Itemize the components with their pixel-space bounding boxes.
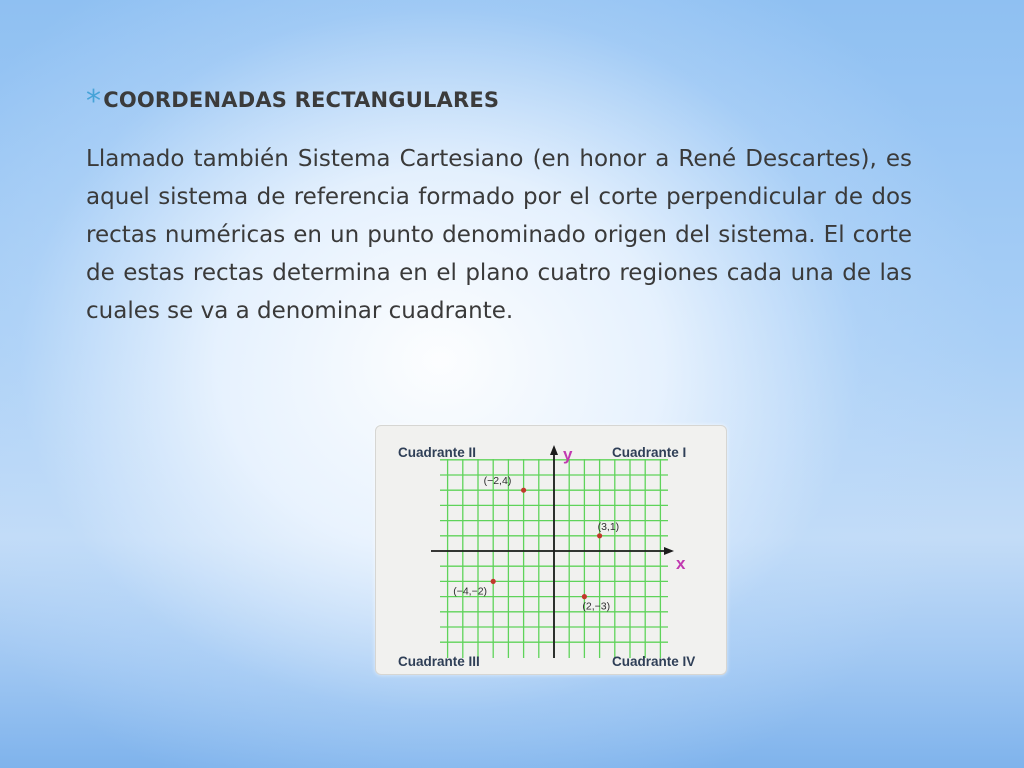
y-axis-arrow-icon [550,445,558,455]
label-quadrant-2: Cuadrante II [398,445,477,460]
x-axis-label: x [676,554,686,573]
point-label: (−2,4) [483,475,512,488]
cartesian-plane-figure [375,425,727,675]
label-quadrant-1: Cuadrante I [612,445,687,460]
data-point [582,594,587,599]
label-quadrant-3: Cuadrante III [398,654,480,669]
point-label: (−4,−2) [453,585,488,598]
data-point [521,488,526,493]
bullet-marker: * [86,84,102,119]
point-label: (2,−3) [582,600,611,613]
slide-title-text: COORDENADAS RECTANGULARES [103,88,500,112]
axes [431,445,674,658]
cartesian-plane [376,426,728,676]
data-point [491,579,496,584]
slide-paragraph: Llamado también Sistema Cartesiano (en honor a René Descartes), es aquel sistema de referencia formado por el corte perpendicular de dos rectas numéricas en un punto denominado origen del sistema. El corte de estas rectas determina en el plano cuatro regiones cada una de las cuales se va a denominar cuadrante. [86,146,912,324]
slide-title [86,84,499,119]
label-quadrant-4: Cuadrante IV [612,654,696,669]
data-point [597,533,602,538]
y-axis-label: y [563,445,573,464]
x-axis-arrow-icon [664,547,674,555]
point-label: (3,1) [597,520,620,533]
